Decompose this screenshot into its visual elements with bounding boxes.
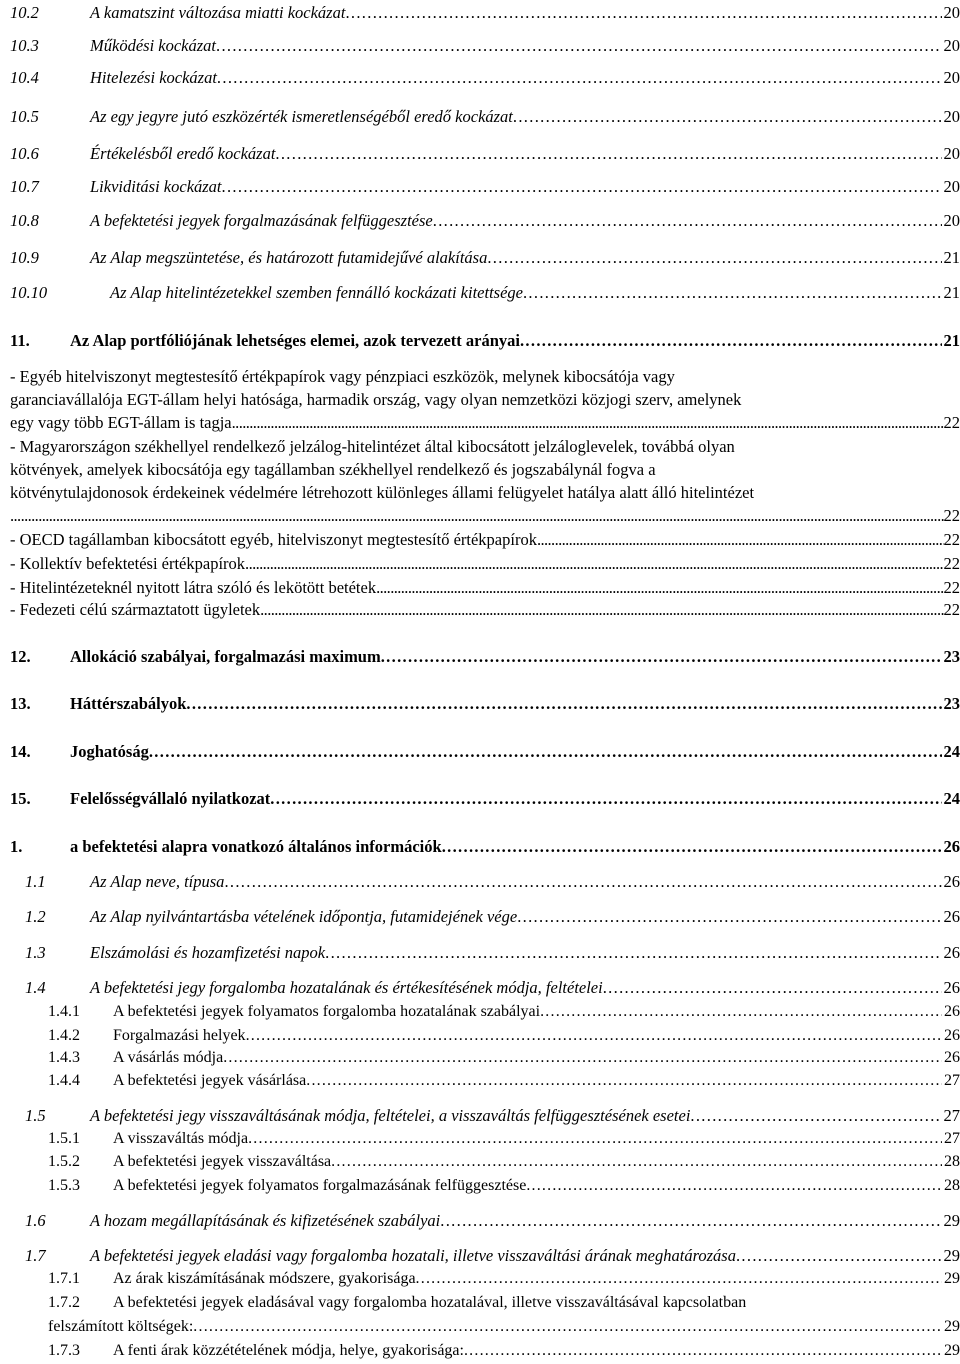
toc-entry[interactable]	[0, 906, 960, 928]
toc-entry-number: 1.4.4	[48, 1072, 80, 1089]
toc-subentry-text: kötvénytulajdonosok érdekeinek védelmére létrehozott különleges állami felügyelet hatálya alatt álló hitelintézet	[10, 483, 755, 502]
toc-entry-number: 1.6	[25, 1211, 46, 1230]
toc-entry[interactable]	[0, 1175, 960, 1197]
toc-entry-title: A kamatszint változása miatti kockázat	[90, 3, 346, 22]
toc-entry-page: 29	[943, 1211, 960, 1230]
toc-entry-title: Forgalmazási helyek	[113, 1027, 246, 1044]
toc-entry-number: 1.1	[25, 872, 46, 891]
toc-entry-number: 1.7.2	[48, 1294, 80, 1311]
toc-subentry-line	[10, 388, 960, 411]
toc-entry-number: 12.	[10, 647, 31, 666]
toc-entry-title: A befektetési jegyek folyamatos forgalmazásának felfüggesztése	[113, 1177, 527, 1194]
toc-entry-number: 10.4	[10, 68, 39, 87]
dot-leader	[381, 646, 942, 668]
toc-entry-page: 20	[943, 3, 960, 22]
toc-subentry[interactable]	[10, 528, 960, 551]
toc-entry-title: A befektetési jegyek visszaváltása	[113, 1153, 332, 1170]
toc-entry-page: 24	[943, 742, 960, 761]
toc-subentry-line	[10, 435, 960, 458]
toc-entry-page: 22	[943, 413, 960, 432]
dot-leader	[442, 836, 942, 858]
toc-entry-number: 1.2	[25, 907, 46, 926]
toc-entry-number: 1.7.1	[48, 1270, 80, 1287]
toc-entry-title: Hitelezési kockázat	[90, 68, 217, 87]
toc-entry-number: 11.	[10, 331, 30, 350]
dot-leader	[433, 210, 942, 232]
toc-entry-number: 14.	[10, 742, 31, 761]
toc-entry-page: 26	[944, 1027, 960, 1044]
toc-entry-page: 22	[943, 506, 960, 525]
toc-entry[interactable]	[0, 1245, 960, 1267]
toc-entry-number: 10.9	[10, 248, 39, 267]
toc-entry-number: 1.5	[25, 1106, 46, 1125]
toc-entry[interactable]	[0, 247, 960, 269]
dot-leader	[603, 977, 942, 999]
toc-entry-title: A befektetési jegyek eladásával vagy forgalomba hozatalával, illetve visszaváltásával kapcsolatban	[113, 1294, 747, 1311]
toc-entry-number: 10.7	[10, 177, 39, 196]
toc-entry-page: 29	[944, 1318, 960, 1335]
dot-leader	[690, 1105, 941, 1127]
toc-entry-page: 26	[943, 872, 960, 891]
toc-entry[interactable]	[0, 1047, 960, 1069]
toc-entry-number: 1.4.2	[48, 1027, 80, 1044]
toc-entry-page: 23	[943, 647, 960, 666]
toc-entry-page: 20	[943, 36, 960, 55]
toc-entry-title: A vásárlás módja	[113, 1049, 224, 1066]
toc-entry-number: 1.7.3	[48, 1342, 80, 1359]
toc-entry-title: A fenti árak közzétételének módja, helye, gyakorisága:	[113, 1342, 464, 1359]
toc-entry-title: Likviditási kockázat	[90, 177, 222, 196]
dot-leader	[222, 176, 942, 198]
toc-subentry-text: - Egyéb hitelviszonyt megtestesítő értékpapírok vagy pénzpiaci eszközök, melynek kibocsátója vagy	[10, 367, 675, 386]
toc-entry-page: 22	[943, 554, 960, 573]
toc-entry-page: 26	[943, 907, 960, 926]
toc-entry-number: 13.	[10, 694, 31, 713]
toc-subentry-line	[10, 576, 960, 599]
toc-subentry[interactable]	[10, 576, 960, 599]
toc-entry[interactable]	[0, 836, 960, 858]
toc-entry-number: 1.	[10, 837, 23, 856]
toc-entry-title: Allokáció szabályai, forgalmazási maximum	[70, 647, 381, 666]
toc-entry[interactable]	[0, 1025, 960, 1047]
toc-entry-title: Az Alap hitelintézetekkel szemben fennálló kockázati kitettsége	[110, 283, 523, 302]
toc-entry[interactable]	[0, 282, 960, 304]
toc-entry-title: A befektetési jegyek vásárlása	[113, 1072, 307, 1089]
toc-entry[interactable]	[0, 693, 960, 715]
toc-entry-number: 1.4.3	[48, 1049, 80, 1066]
toc-subentry[interactable]	[10, 435, 960, 527]
toc-entry[interactable]	[0, 1070, 960, 1092]
toc-entry-page: 26	[943, 943, 960, 962]
dot-leader	[248, 1128, 942, 1150]
toc-entry-page: 21	[943, 248, 960, 267]
toc-subentry-line	[10, 504, 960, 527]
toc-entry-title: Háttérszabályok	[70, 694, 187, 713]
toc-entry[interactable]	[0, 330, 960, 352]
toc-entry-page: 26	[944, 1003, 960, 1020]
dot-leader	[246, 1025, 942, 1047]
toc-entry-title: Az Alap neve, típusa	[90, 872, 225, 891]
toc-entry-title: Értékelésből eredő kockázat	[90, 144, 276, 163]
toc-entry-number: 1.5.2	[48, 1153, 80, 1170]
toc-entry-number: 1.4	[25, 978, 46, 997]
toc-entry-title: A befektetési jegy forgalomba hozatalának és értékesítésének módja, feltételei	[90, 978, 603, 997]
toc-entry[interactable]	[0, 35, 960, 57]
dot-leader	[325, 942, 941, 964]
toc-entry-title: A hozam megállapításának és kifizetésének szabályai	[90, 1211, 441, 1230]
toc-entry-page: 24	[943, 789, 960, 808]
toc-entry-number: 10.10	[10, 283, 48, 302]
toc-entry[interactable]	[0, 106, 960, 128]
dot-leader	[440, 1210, 941, 1232]
toc-entry-page: 20	[943, 177, 960, 196]
toc-subentry-text: - Magyarországon székhellyel rendelkező jelzálog-hitelintézet által kibocsátott jelzáloglevelek, továbbá olyan	[10, 437, 735, 456]
toc-subentry[interactable]	[10, 365, 960, 434]
dot-leader	[526, 1175, 942, 1197]
toc-subentry-line	[10, 458, 960, 481]
dot-leader	[306, 1070, 942, 1092]
toc-subentry[interactable]	[10, 598, 960, 621]
toc-entry-title: felszámított költségek:	[48, 1318, 194, 1335]
toc-subentry-line	[10, 528, 960, 551]
toc-entry-number: 10.8	[10, 211, 39, 230]
dot-leader	[232, 411, 944, 434]
toc-subentry-line	[10, 365, 960, 388]
dot-leader	[416, 1268, 942, 1290]
toc-subentry-text: garanciavállalója EGT-állam helyi hatósága, harmadik ország, vagy olyan nemzetközi közjogi szerv, amelynek	[10, 390, 742, 409]
toc-entry-page: 23	[943, 694, 960, 713]
toc-entry-title: Felelősségvállaló nyilatkozat	[70, 789, 271, 808]
toc-subentry[interactable]	[10, 552, 960, 575]
toc-subentry-text: egy vagy több EGT-állam is tagja	[10, 413, 232, 432]
dot-leader	[223, 1047, 942, 1069]
toc-entry[interactable]	[0, 1268, 960, 1290]
toc-entry-title: Az Alap nyilvántartásba vételének időpontja, futamidejének vége	[90, 907, 518, 926]
toc-entry-page: 27	[944, 1130, 960, 1147]
toc-entry-page: 22	[943, 530, 960, 549]
dot-leader	[270, 788, 941, 810]
toc-entry-page: 22	[943, 578, 960, 597]
toc-entry[interactable]	[0, 1292, 960, 1314]
toc-entry-title: A befektetési jegy visszaváltásának módja, feltételei, a visszaváltás felfüggesztésének esetei	[90, 1106, 691, 1125]
toc-entry-number: 15.	[10, 789, 31, 808]
toc-entry[interactable]	[0, 1210, 960, 1232]
toc-entry-number: 1.5.3	[48, 1177, 80, 1194]
toc-entry-page: 21	[943, 283, 960, 302]
toc-entry-number: 10.5	[10, 107, 39, 126]
dot-leader	[736, 1245, 942, 1267]
toc-entry-page: 21	[943, 331, 960, 350]
toc-entry[interactable]	[0, 176, 960, 198]
toc-subentry-text: - Kollektív befektetési értékpapírok	[10, 554, 246, 573]
dot-leader	[331, 1151, 942, 1173]
toc-entry-title: A befektetési jegyek folyamatos forgalomba hozatalának szabályai	[113, 1003, 541, 1020]
toc-entry-number: 10.6	[10, 144, 39, 163]
toc-entry[interactable]	[0, 788, 960, 810]
toc-subentry-text: - Hitelintézeteknél nyitott látra szóló és lekötött betétek	[10, 578, 377, 597]
dot-leader	[520, 330, 942, 352]
toc-entry-page: 26	[943, 978, 960, 997]
toc-entry-page: 20	[943, 68, 960, 87]
toc-subentry-line	[10, 411, 960, 434]
toc-entry[interactable]	[0, 143, 960, 165]
toc-entry-page: 26	[943, 837, 960, 856]
toc-entry-page: 22	[943, 600, 960, 619]
toc-subentry-line	[10, 552, 960, 575]
dot-leader	[540, 1001, 942, 1023]
dot-leader	[537, 528, 944, 551]
toc-subentry-text: kötvények, amelyek kibocsátója egy tagállamban székhellyel rendelkező és jogszabálynál fogva a	[10, 460, 656, 479]
toc-subentry-text: - OECD tagállamban kibocsátott egyéb, hitelviszonyt megtestesítő értékpapírok	[10, 530, 537, 549]
toc-entry[interactable]	[0, 871, 960, 893]
dot-leader	[523, 282, 942, 304]
toc-entry-number: 10.2	[10, 3, 39, 22]
toc-entry-continuation	[0, 1316, 960, 1338]
dot-leader	[376, 576, 943, 599]
dot-leader	[216, 35, 942, 57]
dot-leader	[260, 598, 943, 621]
toc-entry-page: 29	[943, 1246, 960, 1265]
dot-leader	[517, 906, 941, 928]
toc-entry-number: 1.3	[25, 943, 46, 962]
toc-entry-title: Az Alap portfóliójának lehetséges elemei, azok tervezett arányai	[70, 331, 520, 350]
dot-leader	[149, 741, 942, 763]
toc-entry[interactable]	[0, 2, 960, 24]
toc-entry-page: 29	[944, 1270, 960, 1287]
toc-subentry-text: - Fedezeti célú származtatott ügyletek	[10, 600, 261, 619]
toc-entry-title: Elszámolási és hozamfizetési napok	[90, 943, 326, 962]
toc-entry-title: Az egy jegyre jutó eszközérték ismeretlenségéből eredő kockázat	[90, 107, 513, 126]
toc-entry[interactable]	[0, 1151, 960, 1173]
dot-leader	[224, 871, 941, 893]
dot-leader	[10, 504, 944, 527]
toc-entry-page: 27	[944, 1072, 960, 1089]
toc-entry[interactable]	[0, 741, 960, 763]
toc-entry-title: A befektetési jegyek eladási vagy forgalomba hozatali, illetve visszaváltási árának meghatározása	[90, 1246, 736, 1265]
toc-entry-page: 26	[944, 1049, 960, 1066]
toc-entry-page: 29	[944, 1342, 960, 1359]
toc-entry-number: 1.5.1	[48, 1130, 80, 1147]
dot-leader	[345, 2, 941, 24]
toc-entry-number: 10.3	[10, 36, 39, 55]
toc-entry[interactable]	[0, 1128, 960, 1150]
dot-leader	[186, 693, 941, 715]
toc-entry-page: 20	[943, 144, 960, 163]
toc-entry-title: Az árak kiszámításának módszere, gyakorisága	[113, 1270, 416, 1287]
toc-subentry-line	[10, 481, 960, 504]
toc-entry-title: Működési kockázat	[90, 36, 216, 55]
dot-leader	[487, 247, 941, 269]
dot-leader	[193, 1316, 942, 1338]
toc-entry-page: 27	[943, 1106, 960, 1125]
toc-entry-page: 20	[943, 211, 960, 230]
toc-entry-page: 28	[944, 1177, 960, 1194]
toc-entry[interactable]	[0, 646, 960, 668]
toc-entry-title: A befektetési jegyek forgalmazásának felfüggesztése	[90, 211, 433, 230]
toc-entry-page: 28	[944, 1153, 960, 1170]
toc-entry-page: 20	[943, 107, 960, 126]
dot-leader	[464, 1340, 942, 1362]
toc-entry[interactable]	[0, 67, 960, 89]
toc-entry-title: Joghatóság	[70, 742, 149, 761]
dot-leader	[513, 106, 942, 128]
toc-entry-title: a befektetési alapra vonatkozó általános információk	[70, 837, 442, 856]
toc-entry[interactable]	[0, 977, 960, 999]
toc-entry-number: 1.7	[25, 1246, 46, 1265]
dot-leader	[245, 552, 943, 575]
dot-leader	[275, 143, 941, 165]
toc-subentry-line	[10, 598, 960, 621]
toc-entry[interactable]	[0, 942, 960, 964]
toc-entry[interactable]	[0, 1105, 960, 1127]
toc-entry-number: 1.4.1	[48, 1003, 80, 1020]
toc-entry-title: Az Alap megszüntetése, és határozott futamidejűvé alakítása	[90, 248, 488, 267]
toc-entry[interactable]	[0, 210, 960, 232]
toc-entry[interactable]	[0, 1001, 960, 1023]
toc-entry[interactable]	[0, 1340, 960, 1362]
toc-entry-title: A visszaváltás módja	[113, 1130, 249, 1147]
dot-leader	[217, 67, 942, 89]
